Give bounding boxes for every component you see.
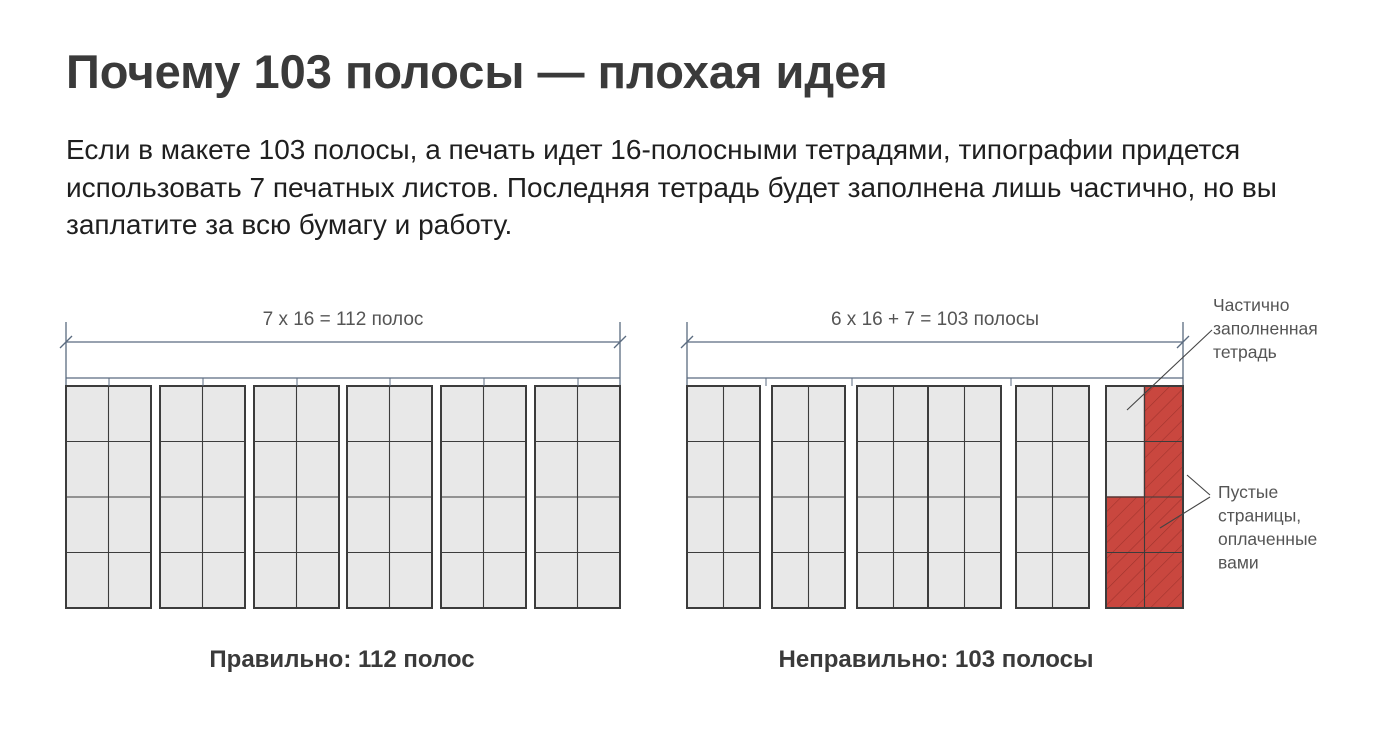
page-cell [724, 442, 761, 498]
page-cell [809, 442, 846, 498]
empty-label-line: страницы, [1218, 505, 1302, 526]
signature [254, 386, 339, 608]
signature [160, 386, 245, 608]
page-cell [203, 553, 246, 609]
right-dimension-line [681, 322, 1189, 386]
partial-label-line: заполненная [1213, 318, 1318, 339]
description-text: Если в макете 103 полосы, а печать идет 16-полосными тетрадями, типографии придется использовать 7 печатных листов. Последняя тетрадь будет заполнена лишь частично, но вы заплатите за всю бумагу и работу. [66, 134, 1277, 240]
page-cell [809, 386, 846, 442]
page-cell [297, 497, 340, 553]
page-cell [160, 497, 203, 553]
page-cell [254, 386, 297, 442]
page-cell [857, 497, 894, 553]
page-cell [857, 386, 894, 442]
empty-leader-line [1187, 475, 1210, 495]
left-dimension-line [60, 322, 626, 386]
page-cell [1053, 442, 1090, 498]
page-cell [809, 553, 846, 609]
empty-annotation [1160, 475, 1322, 573]
page-cell [965, 442, 1002, 498]
page-cell [535, 386, 578, 442]
signature [347, 386, 432, 608]
page-cell [441, 386, 484, 442]
page-cell [297, 386, 340, 442]
page-cell [297, 442, 340, 498]
page-cell [390, 442, 433, 498]
page-cell [66, 553, 109, 609]
page-cell [1016, 497, 1053, 553]
page-cell [160, 442, 203, 498]
page-cell [160, 553, 203, 609]
page-cell [687, 497, 724, 553]
empty-label [1218, 482, 1322, 573]
page-cell [965, 553, 1002, 609]
signature [772, 386, 845, 608]
page-cell [772, 497, 809, 553]
page-cell [687, 386, 724, 442]
page-cell [484, 553, 527, 609]
page-cell [203, 497, 246, 553]
partial-label-line: Частично [1213, 295, 1290, 315]
page-cell [809, 497, 846, 553]
page-cell [203, 442, 246, 498]
partial-label [1213, 295, 1323, 362]
page-cell [535, 442, 578, 498]
page-cell [894, 442, 931, 498]
empty-label-line: Пустые [1218, 482, 1279, 502]
page-cell [578, 386, 621, 442]
signature [928, 386, 1001, 608]
page-cell [1106, 386, 1145, 442]
left-caption: Правильно: 112 полос [209, 646, 475, 673]
signature [687, 386, 760, 608]
page-cell [1053, 386, 1090, 442]
page-cell [441, 553, 484, 609]
page-cell [441, 497, 484, 553]
page-cell [347, 386, 390, 442]
page-cell [390, 497, 433, 553]
page-cell [894, 553, 931, 609]
empty-page-cell [1106, 553, 1145, 609]
signature [441, 386, 526, 608]
empty-page-cell [1145, 497, 1184, 553]
page-cell [578, 442, 621, 498]
right-dimension-label: 6 x 16 + 7 = 103 полосы [830, 309, 1040, 330]
page-cell [578, 497, 621, 553]
page-cell [254, 553, 297, 609]
page-cell [1106, 442, 1145, 498]
page-cell [109, 442, 152, 498]
signature [66, 386, 151, 608]
page-cell [857, 442, 894, 498]
page-cell [347, 553, 390, 609]
page-cell [441, 442, 484, 498]
page-cell [928, 442, 965, 498]
page-cell [1016, 442, 1053, 498]
page-cell [535, 553, 578, 609]
page-cell [203, 386, 246, 442]
page-cell [1053, 497, 1090, 553]
page-cell [109, 553, 152, 609]
page-cell [484, 442, 527, 498]
page-cell [687, 442, 724, 498]
page-cell [109, 497, 152, 553]
page-cell [347, 497, 390, 553]
page-cell [390, 553, 433, 609]
page-cell [857, 553, 894, 609]
partial-label-line: тетрадь [1213, 342, 1277, 362]
right-signatures [687, 378, 1183, 608]
page-cell [484, 386, 527, 442]
page-cell [928, 386, 965, 442]
empty-page-cell [1145, 386, 1184, 442]
signature [857, 386, 930, 608]
page-cell [66, 442, 109, 498]
page-cell [894, 497, 931, 553]
page-cell [390, 386, 433, 442]
empty-page-cell [1145, 553, 1184, 609]
page-cell [928, 497, 965, 553]
page-cell [347, 442, 390, 498]
page-cell [66, 497, 109, 553]
page-cell [109, 386, 152, 442]
page-cell [724, 553, 761, 609]
right-caption: Неправильно: 103 полосы [778, 646, 1094, 673]
empty-label-line: вами [1218, 552, 1259, 573]
page-cell [724, 497, 761, 553]
empty-label-line: оплаченные [1218, 529, 1318, 549]
empty-page-cell [1145, 442, 1184, 498]
page-cell [928, 553, 965, 609]
page-cell [965, 386, 1002, 442]
page-title: Почему 103 полосы — плохая идея [66, 45, 888, 98]
page-cell [687, 553, 724, 609]
page-cell [1016, 386, 1053, 442]
right-layout [681, 309, 1189, 673]
left-signatures [66, 378, 620, 608]
left-dimension-label: 7 x 16 = 112 полос [262, 309, 424, 330]
empty-page-cell [1106, 497, 1145, 553]
page-cell [297, 553, 340, 609]
page-cell [160, 386, 203, 442]
page-cell [254, 497, 297, 553]
page-cell [965, 497, 1002, 553]
page-cell [724, 386, 761, 442]
page-cell [772, 386, 809, 442]
page-cell [772, 442, 809, 498]
page-cell [578, 553, 621, 609]
page-cell [66, 386, 109, 442]
page-cell [1016, 553, 1053, 609]
left-layout [60, 309, 626, 673]
page-cell [484, 497, 527, 553]
page-cell [1053, 553, 1090, 609]
signature [535, 386, 620, 608]
signature [1016, 386, 1089, 608]
page-cell [772, 553, 809, 609]
page-cell [254, 442, 297, 498]
page-cell [535, 497, 578, 553]
page-cell [894, 386, 931, 442]
partial-signature [1106, 386, 1183, 608]
